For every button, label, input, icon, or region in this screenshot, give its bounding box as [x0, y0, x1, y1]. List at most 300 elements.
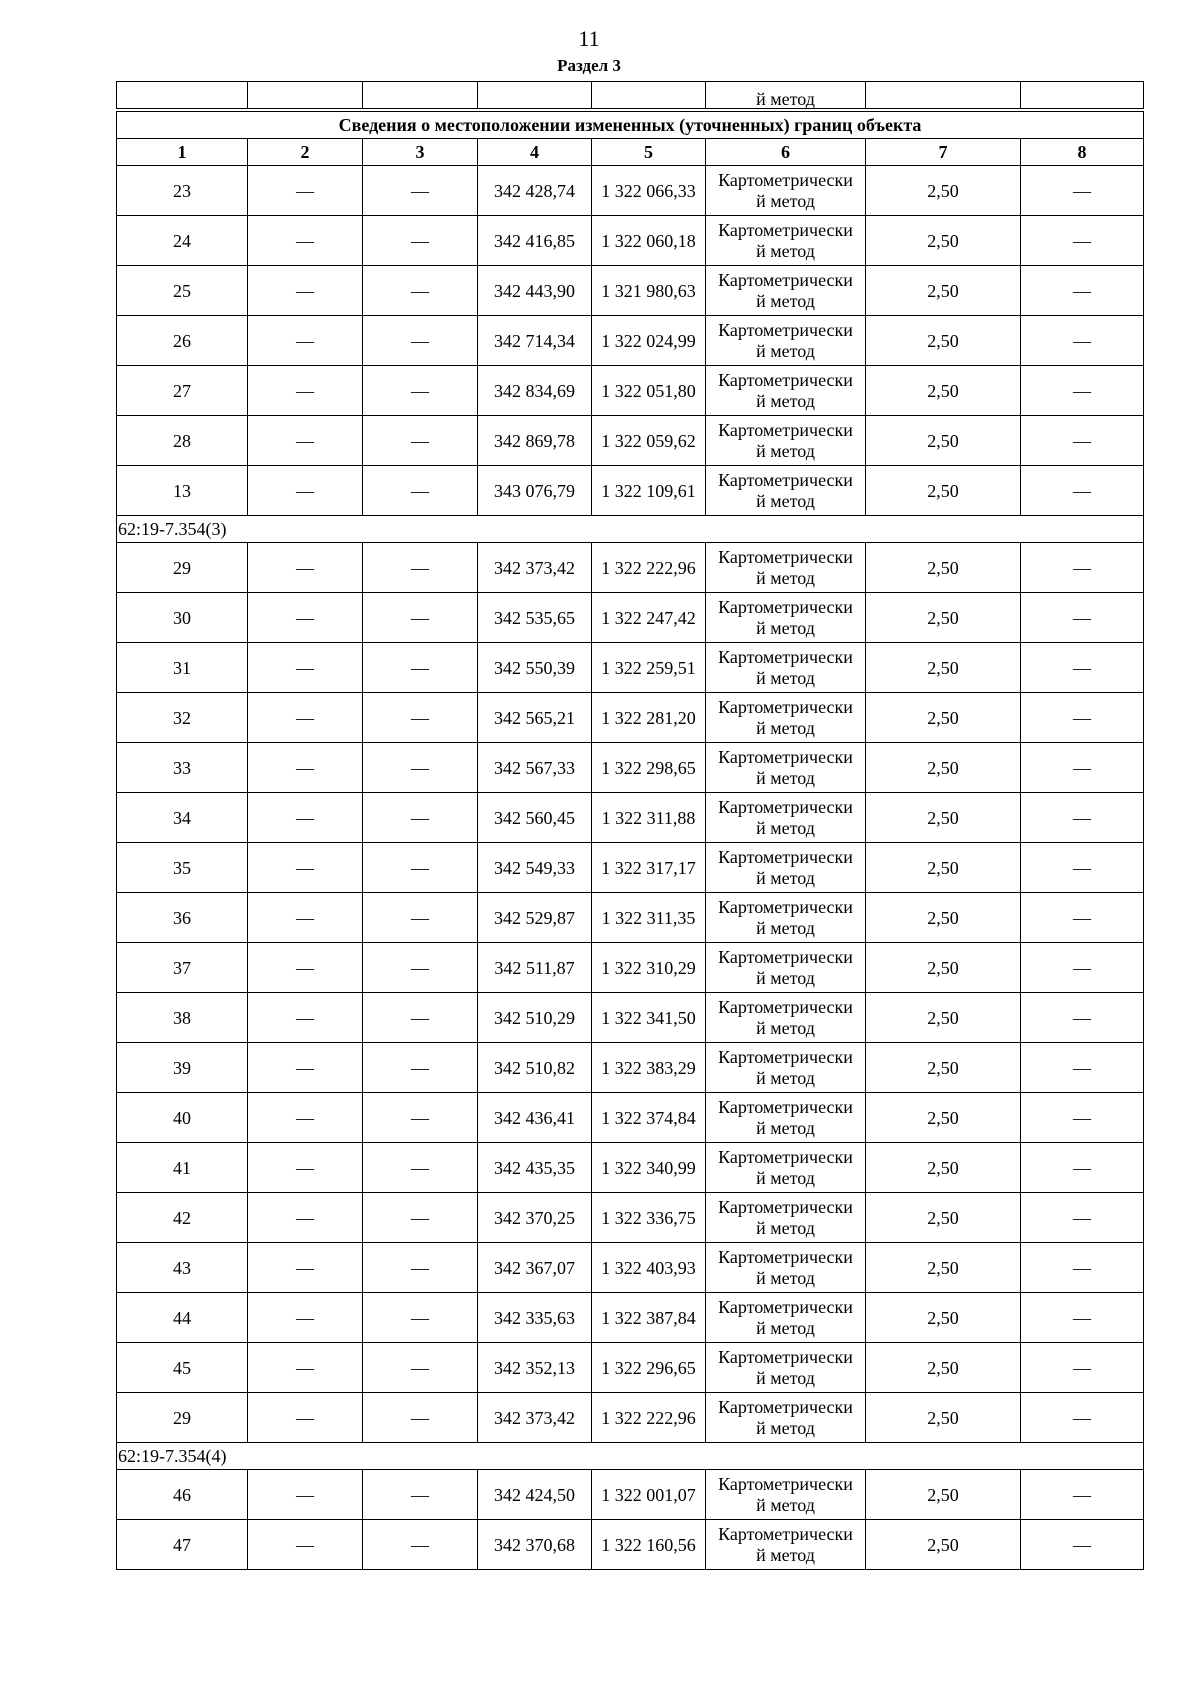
method-line-2: й метод	[756, 717, 815, 738]
point-number-cell: 42	[117, 1193, 248, 1243]
method-line-2: й метод	[756, 190, 815, 211]
method-line-2: й метод	[756, 1417, 815, 1438]
accuracy-cell: 2,50	[866, 1293, 1021, 1343]
method-line-2: й метод	[756, 1267, 815, 1288]
accuracy-cell: 2,50	[866, 1243, 1021, 1293]
column-3-cell: —	[363, 993, 478, 1043]
column-2-cell: —	[248, 1293, 363, 1343]
page-number: 11	[578, 26, 600, 51]
method-line-1: Картометрически	[718, 796, 853, 817]
accuracy-cell: 2,50	[866, 593, 1021, 643]
method-line-1: Картометрически	[718, 469, 853, 490]
column-3-cell: —	[363, 316, 478, 366]
column-8-cell: —	[1021, 316, 1144, 366]
column-header: 1	[117, 139, 248, 166]
column-2-cell: —	[248, 1520, 363, 1570]
y-coordinate-cell: 1 322 310,29	[592, 943, 706, 993]
point-number-cell: 43	[117, 1243, 248, 1293]
y-coordinate-cell: 1 322 336,75	[592, 1193, 706, 1243]
accuracy-cell: 2,50	[866, 1470, 1021, 1520]
method-line-2: й метод	[756, 240, 815, 261]
point-number-cell: 37	[117, 943, 248, 993]
table-row	[117, 366, 1144, 416]
accuracy-cell: 2,50	[866, 643, 1021, 693]
method-line-1: Картометрически	[718, 1246, 853, 1267]
method-cell	[706, 416, 866, 466]
column-3-cell: —	[363, 793, 478, 843]
x-coordinate-cell: 342 511,87	[478, 943, 592, 993]
column-8-cell: —	[1021, 693, 1144, 743]
column-8-cell: —	[1021, 993, 1144, 1043]
column-2-cell: —	[248, 166, 363, 216]
method-cell	[706, 1093, 866, 1143]
column-8-cell: —	[1021, 543, 1144, 593]
method-line-2: й метод	[756, 1494, 815, 1515]
column-8-cell: —	[1021, 743, 1144, 793]
table-row	[117, 743, 1144, 793]
method-line-1: Картометрически	[718, 896, 853, 917]
y-coordinate-cell: 1 322 060,18	[592, 216, 706, 266]
method-line-1: Картометрически	[718, 646, 853, 667]
point-number-cell: 26	[117, 316, 248, 366]
column-8-cell: —	[1021, 1243, 1144, 1293]
column-2-cell: —	[248, 893, 363, 943]
column-2-cell: —	[248, 1393, 363, 1443]
point-number-cell: 33	[117, 743, 248, 793]
column-3-cell: —	[363, 1343, 478, 1393]
column-2-cell: —	[248, 1243, 363, 1293]
method-line-2: й метод	[756, 290, 815, 311]
accuracy-cell: 2,50	[866, 893, 1021, 943]
column-3-cell: —	[363, 416, 478, 466]
point-number-cell: 38	[117, 993, 248, 1043]
y-coordinate-cell: 1 322 311,88	[592, 793, 706, 843]
method-line-2: й метод	[756, 1017, 815, 1038]
method-line-1: Картометрически	[718, 369, 853, 390]
column-8-cell: —	[1021, 943, 1144, 993]
table-row	[117, 1143, 1144, 1193]
accuracy-cell: 2,50	[866, 993, 1021, 1043]
method-cell	[706, 943, 866, 993]
point-number-cell: 23	[117, 166, 248, 216]
y-coordinate-cell: 1 322 340,99	[592, 1143, 706, 1193]
table-row	[117, 416, 1144, 466]
column-8-cell: —	[1021, 1293, 1144, 1343]
method-cell	[706, 543, 866, 593]
column-2-cell: —	[248, 416, 363, 466]
table-row	[117, 893, 1144, 943]
method-cell	[706, 1193, 866, 1243]
method-line-2: й метод	[756, 617, 815, 638]
point-number-cell: 39	[117, 1043, 248, 1093]
y-coordinate-cell: 1 322 298,65	[592, 743, 706, 793]
point-number-cell: 31	[117, 643, 248, 693]
point-number-cell: 35	[117, 843, 248, 893]
column-3-cell: —	[363, 1243, 478, 1293]
column-8-cell: —	[1021, 1093, 1144, 1143]
column-3-cell: —	[363, 693, 478, 743]
point-number-cell: 25	[117, 266, 248, 316]
method-cell	[706, 1470, 866, 1520]
column-2-cell: —	[248, 993, 363, 1043]
method-cell	[706, 266, 866, 316]
method-cell	[706, 693, 866, 743]
table-row	[117, 1093, 1144, 1143]
method-cell	[706, 166, 866, 216]
method-line-1: Картометрически	[718, 596, 853, 617]
column-3-cell: —	[363, 593, 478, 643]
column-2-cell: —	[248, 366, 363, 416]
method-line-1: Картометрически	[718, 1296, 853, 1317]
method-line-2: й метод	[756, 1067, 815, 1088]
x-coordinate-cell: 342 373,42	[478, 543, 592, 593]
parcel-group-row	[117, 1443, 1144, 1470]
accuracy-cell: 2,50	[866, 1520, 1021, 1570]
continuation-row	[117, 82, 1144, 111]
table-row	[117, 643, 1144, 693]
accuracy-cell: 2,50	[866, 1343, 1021, 1393]
column-2-cell: —	[248, 943, 363, 993]
table-title-row	[117, 110, 1144, 139]
method-line-1: Картометрически	[718, 1096, 853, 1117]
point-number-cell: 24	[117, 216, 248, 266]
column-2-cell: —	[248, 316, 363, 366]
accuracy-cell: 2,50	[866, 316, 1021, 366]
x-coordinate-cell: 342 834,69	[478, 366, 592, 416]
x-coordinate-cell: 342 370,68	[478, 1520, 592, 1570]
method-line-2: й метод	[756, 340, 815, 361]
column-2-cell: —	[248, 1470, 363, 1520]
x-coordinate-cell: 343 076,79	[478, 466, 592, 516]
x-coordinate-cell: 342 550,39	[478, 643, 592, 693]
point-number-cell: 29	[117, 1393, 248, 1443]
method-cell	[706, 1293, 866, 1343]
table-row	[117, 1393, 1144, 1443]
column-8-cell: —	[1021, 1193, 1144, 1243]
point-number-cell: 13	[117, 466, 248, 516]
y-coordinate-cell: 1 322 341,50	[592, 993, 706, 1043]
method-line-1: Картометрически	[718, 1046, 853, 1067]
accuracy-cell: 2,50	[866, 743, 1021, 793]
column-3-cell: —	[363, 266, 478, 316]
parcel-number: 62:19-7.354(3)	[117, 516, 1144, 543]
method-cell	[706, 993, 866, 1043]
column-3-cell: —	[363, 1143, 478, 1193]
accuracy-cell: 2,50	[866, 843, 1021, 893]
column-8-cell: —	[1021, 893, 1144, 943]
method-line-1: Картометрически	[718, 1473, 853, 1494]
column-8-cell: —	[1021, 843, 1144, 893]
column-3-cell: —	[363, 1043, 478, 1093]
accuracy-cell: 2,50	[866, 793, 1021, 843]
method-line-1: Картометрически	[718, 546, 853, 567]
method-line-1: Картометрически	[718, 219, 853, 240]
column-3-cell: —	[363, 1520, 478, 1570]
method-line-2: й метод	[756, 1367, 815, 1388]
column-3-cell: —	[363, 893, 478, 943]
x-coordinate-cell: 342 424,50	[478, 1470, 592, 1520]
y-coordinate-cell: 1 322 222,96	[592, 543, 706, 593]
x-coordinate-cell: 342 370,25	[478, 1193, 592, 1243]
method-cell	[706, 593, 866, 643]
column-8-cell: —	[1021, 466, 1144, 516]
y-coordinate-cell: 1 322 222,96	[592, 1393, 706, 1443]
column-3-cell: —	[363, 366, 478, 416]
method-cell	[706, 466, 866, 516]
column-3-cell: —	[363, 1193, 478, 1243]
method-line-1: Картометрически	[718, 746, 853, 767]
x-coordinate-cell: 342 565,21	[478, 693, 592, 743]
column-3-cell: —	[363, 943, 478, 993]
method-line-1: Картометрически	[718, 169, 853, 190]
y-coordinate-cell: 1 322 160,56	[592, 1520, 706, 1570]
accuracy-cell: 2,50	[866, 166, 1021, 216]
method-line-1: Картометрически	[718, 846, 853, 867]
x-coordinate-cell: 342 373,42	[478, 1393, 592, 1443]
x-coordinate-cell: 342 435,35	[478, 1143, 592, 1193]
y-coordinate-cell: 1 322 296,65	[592, 1343, 706, 1393]
column-8-cell: —	[1021, 1343, 1144, 1393]
y-coordinate-cell: 1 322 001,07	[592, 1470, 706, 1520]
table-row	[117, 943, 1144, 993]
x-coordinate-cell: 342 529,87	[478, 893, 592, 943]
y-coordinate-cell: 1 322 059,62	[592, 416, 706, 466]
accuracy-cell: 2,50	[866, 366, 1021, 416]
x-coordinate-cell: 342 560,45	[478, 793, 592, 843]
x-coordinate-cell: 342 869,78	[478, 416, 592, 466]
y-coordinate-cell: 1 322 311,35	[592, 893, 706, 943]
method-cell	[706, 216, 866, 266]
column-header: 2	[248, 139, 363, 166]
method-line-1: Картометрически	[718, 319, 853, 340]
table-row	[117, 266, 1144, 316]
column-2-cell: —	[248, 466, 363, 516]
column-2-cell: —	[248, 1343, 363, 1393]
method-line-2: й метод	[756, 1217, 815, 1238]
boundary-coordinates-table	[116, 81, 1144, 1570]
table-row	[117, 1193, 1144, 1243]
column-2-cell: —	[248, 1143, 363, 1193]
point-number-cell: 30	[117, 593, 248, 643]
column-2-cell: —	[248, 643, 363, 693]
column-header-row	[117, 139, 1144, 166]
table-row	[117, 1243, 1144, 1293]
method-cell	[706, 743, 866, 793]
method-line-2: й метод	[756, 490, 815, 511]
y-coordinate-cell: 1 321 980,63	[592, 266, 706, 316]
table-row	[117, 1293, 1144, 1343]
accuracy-cell: 2,50	[866, 466, 1021, 516]
point-number-cell: 27	[117, 366, 248, 416]
column-8-cell: —	[1021, 366, 1144, 416]
method-line-1: Картометрически	[718, 1396, 853, 1417]
point-number-cell: 36	[117, 893, 248, 943]
method-line-1: Картометрически	[718, 1523, 853, 1544]
table-row	[117, 543, 1144, 593]
x-coordinate-cell: 342 549,33	[478, 843, 592, 893]
table-row	[117, 1043, 1144, 1093]
point-number-cell: 29	[117, 543, 248, 593]
y-coordinate-cell: 1 322 383,29	[592, 1043, 706, 1093]
x-coordinate-cell: 342 510,29	[478, 993, 592, 1043]
y-coordinate-cell: 1 322 066,33	[592, 166, 706, 216]
column-2-cell: —	[248, 1043, 363, 1093]
y-coordinate-cell: 1 322 024,99	[592, 316, 706, 366]
column-header: 8	[1021, 139, 1144, 166]
accuracy-cell: 2,50	[866, 1093, 1021, 1143]
column-8-cell: —	[1021, 166, 1144, 216]
method-line-2: й метод	[756, 867, 815, 888]
point-number-cell: 32	[117, 693, 248, 743]
method-cell	[706, 793, 866, 843]
column-8-cell: —	[1021, 1043, 1144, 1093]
column-2-cell: —	[248, 843, 363, 893]
table-row	[117, 166, 1144, 216]
y-coordinate-cell: 1 322 109,61	[592, 466, 706, 516]
column-8-cell: —	[1021, 1520, 1144, 1570]
method-line-1: Картометрически	[718, 419, 853, 440]
method-line-1: Картометрически	[718, 1346, 853, 1367]
column-8-cell: —	[1021, 216, 1144, 266]
method-line-2: й метод	[756, 817, 815, 838]
accuracy-cell: 2,50	[866, 416, 1021, 466]
column-3-cell: —	[363, 543, 478, 593]
parcel-number: 62:19-7.354(4)	[117, 1443, 1144, 1470]
point-number-cell: 41	[117, 1143, 248, 1193]
column-3-cell: —	[363, 166, 478, 216]
column-8-cell: —	[1021, 593, 1144, 643]
column-3-cell: —	[363, 1093, 478, 1143]
x-coordinate-cell: 342 567,33	[478, 743, 592, 793]
x-coordinate-cell: 342 416,85	[478, 216, 592, 266]
accuracy-cell: 2,50	[866, 943, 1021, 993]
point-number-cell: 40	[117, 1093, 248, 1143]
point-number-cell: 45	[117, 1343, 248, 1393]
y-coordinate-cell: 1 322 259,51	[592, 643, 706, 693]
column-3-cell: —	[363, 1393, 478, 1443]
accuracy-cell: 2,50	[866, 1143, 1021, 1193]
method-line-2: й метод	[756, 967, 815, 988]
x-coordinate-cell: 342 535,65	[478, 593, 592, 643]
table-row	[117, 693, 1144, 743]
x-coordinate-cell: 342 436,41	[478, 1093, 592, 1143]
column-3-cell: —	[363, 843, 478, 893]
y-coordinate-cell: 1 322 317,17	[592, 843, 706, 893]
method-line-2: й метод	[756, 440, 815, 461]
method-line-2: й метод	[756, 1167, 815, 1188]
method-cell	[706, 843, 866, 893]
method-line-2: й метод	[756, 1117, 815, 1138]
column-8-cell: —	[1021, 1393, 1144, 1443]
column-2-cell: —	[248, 216, 363, 266]
method-line-1: Картометрически	[718, 996, 853, 1017]
column-3-cell: —	[363, 643, 478, 693]
method-cell	[706, 1343, 866, 1393]
accuracy-cell: 2,50	[866, 216, 1021, 266]
accuracy-cell: 2,50	[866, 1043, 1021, 1093]
column-8-cell: —	[1021, 643, 1144, 693]
method-cell	[706, 1520, 866, 1570]
column-2-cell: —	[248, 793, 363, 843]
y-coordinate-cell: 1 322 403,93	[592, 1243, 706, 1293]
method-cell	[706, 316, 866, 366]
method-cell	[706, 366, 866, 416]
column-header: 4	[478, 139, 592, 166]
column-3-cell: —	[363, 1470, 478, 1520]
column-3-cell: —	[363, 216, 478, 266]
table-row	[117, 216, 1144, 266]
method-line-2: й метод	[756, 917, 815, 938]
method-line-1: Картометрически	[718, 269, 853, 290]
x-coordinate-cell: 342 510,82	[478, 1043, 592, 1093]
column-header: 5	[592, 139, 706, 166]
table-row	[117, 1470, 1144, 1520]
column-8-cell: —	[1021, 416, 1144, 466]
table-row	[117, 1343, 1144, 1393]
method-line-1: Картометрически	[718, 1196, 853, 1217]
continuation-cell: й метод	[706, 82, 866, 111]
accuracy-cell: 2,50	[866, 693, 1021, 743]
method-cell	[706, 1243, 866, 1293]
method-cell	[706, 643, 866, 693]
method-line-2: й метод	[756, 567, 815, 588]
table-row	[117, 843, 1144, 893]
method-cell	[706, 893, 866, 943]
column-3-cell: —	[363, 466, 478, 516]
column-8-cell: —	[1021, 266, 1144, 316]
column-2-cell: —	[248, 1193, 363, 1243]
parcel-group-row	[117, 516, 1144, 543]
point-number-cell: 46	[117, 1470, 248, 1520]
x-coordinate-cell: 342 428,74	[478, 166, 592, 216]
method-line-1: Картометрически	[718, 696, 853, 717]
method-line-1: Картометрически	[718, 946, 853, 967]
y-coordinate-cell: 1 322 051,80	[592, 366, 706, 416]
point-number-cell: 47	[117, 1520, 248, 1570]
method-line-2: й метод	[756, 767, 815, 788]
column-2-cell: —	[248, 743, 363, 793]
x-coordinate-cell: 342 352,13	[478, 1343, 592, 1393]
column-2-cell: —	[248, 593, 363, 643]
y-coordinate-cell: 1 322 281,20	[592, 693, 706, 743]
method-line-2: й метод	[756, 1544, 815, 1565]
column-2-cell: —	[248, 693, 363, 743]
point-number-cell: 44	[117, 1293, 248, 1343]
column-3-cell: —	[363, 1293, 478, 1343]
x-coordinate-cell: 342 335,63	[478, 1293, 592, 1343]
x-coordinate-cell: 342 367,07	[478, 1243, 592, 1293]
column-2-cell: —	[248, 266, 363, 316]
column-8-cell: —	[1021, 1143, 1144, 1193]
column-2-cell: —	[248, 1093, 363, 1143]
column-header: 7	[866, 139, 1021, 166]
table-row	[117, 466, 1144, 516]
section-title: Раздел 3	[557, 56, 621, 75]
column-3-cell: —	[363, 743, 478, 793]
table-row	[117, 993, 1144, 1043]
method-cell	[706, 1393, 866, 1443]
column-8-cell: —	[1021, 793, 1144, 843]
y-coordinate-cell: 1 322 387,84	[592, 1293, 706, 1343]
x-coordinate-cell: 342 443,90	[478, 266, 592, 316]
table-row	[117, 316, 1144, 366]
table-row	[117, 793, 1144, 843]
column-header: 3	[363, 139, 478, 166]
table-row	[117, 593, 1144, 643]
accuracy-cell: 2,50	[866, 1393, 1021, 1443]
method-line-2: й метод	[756, 667, 815, 688]
method-line-1: Картометрически	[718, 1146, 853, 1167]
